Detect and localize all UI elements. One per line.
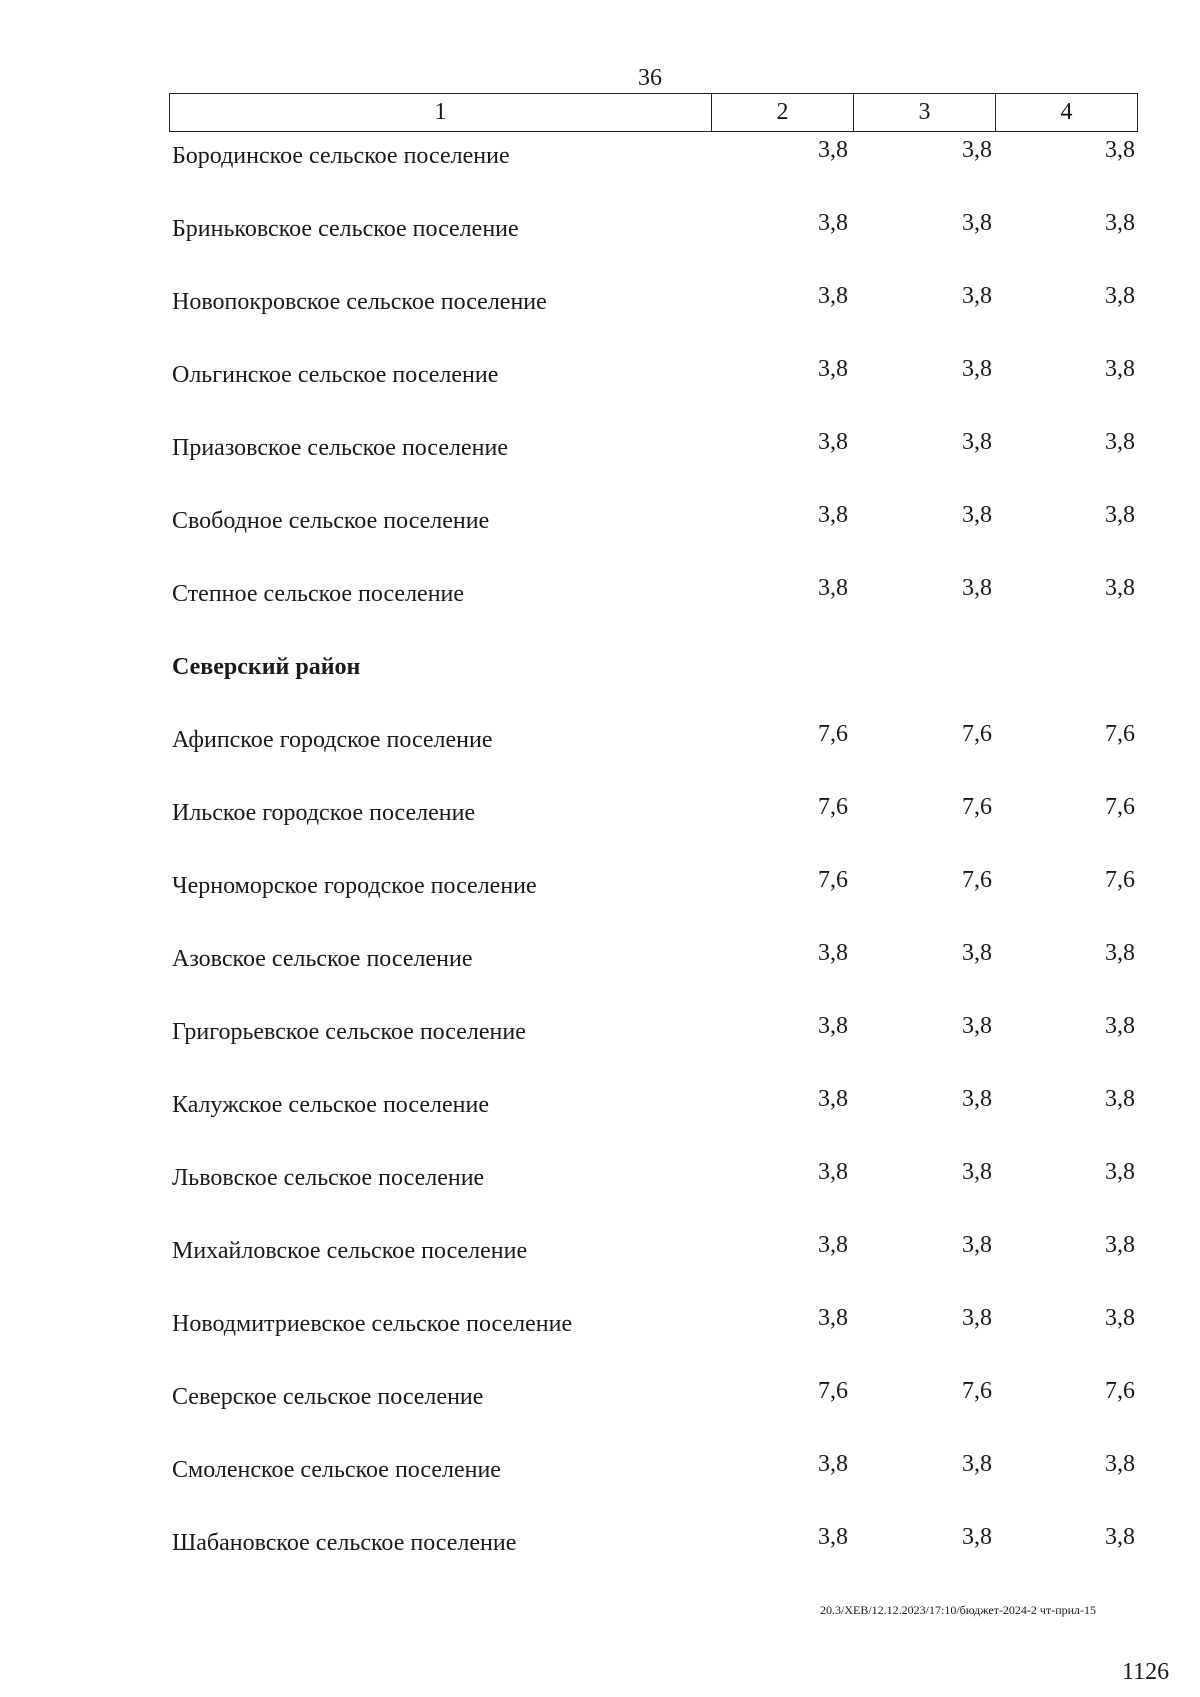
value-col-2: 3,8 xyxy=(818,1451,848,1477)
value-col-2: 3,8 xyxy=(818,356,848,382)
header-col-4: 4 xyxy=(996,94,1138,132)
value-col-3: 3,8 xyxy=(962,1232,992,1258)
value-col-3: 3,8 xyxy=(962,137,992,163)
header-col-1: 1 xyxy=(170,94,712,132)
value-col-2: 7,6 xyxy=(818,1378,848,1404)
group-heading: Северский район xyxy=(172,654,361,680)
value-col-4: 3,8 xyxy=(1105,210,1135,236)
value-col-4: 3,8 xyxy=(1105,137,1135,163)
value-col-3: 3,8 xyxy=(962,429,992,455)
settlement-name: Ильское городское поселение xyxy=(172,800,476,826)
table-row xyxy=(170,1008,1150,1081)
value-col-3: 3,8 xyxy=(962,575,992,601)
table-row xyxy=(170,497,1150,570)
table-body xyxy=(170,132,1150,1592)
value-col-3: 3,8 xyxy=(962,1305,992,1331)
value-col-2: 3,8 xyxy=(818,1159,848,1185)
table-row xyxy=(170,862,1150,935)
group-heading-row xyxy=(170,643,1150,716)
value-col-3: 3,8 xyxy=(962,356,992,382)
settlement-name: Афипское городское поселение xyxy=(172,727,493,753)
document-code: 20.3/ХЕВ/12.12.2023/17:10/бюджет-2024-2 чт-прил-15 xyxy=(820,1603,1097,1617)
value-col-3: 3,8 xyxy=(962,283,992,309)
value-col-4: 3,8 xyxy=(1105,356,1135,382)
value-col-3: 7,6 xyxy=(962,1378,992,1404)
settlement-name: Львовское сельское поселение xyxy=(172,1165,485,1191)
value-col-2: 3,8 xyxy=(818,283,848,309)
table-header-row xyxy=(170,94,1138,132)
value-col-4: 3,8 xyxy=(1105,283,1135,309)
settlement-name: Бородинское сельское поселение xyxy=(172,143,510,169)
settlement-name: Северское сельское поселение xyxy=(172,1384,484,1410)
value-col-2: 3,8 xyxy=(818,1013,848,1039)
value-col-4: 3,8 xyxy=(1105,1086,1135,1112)
value-col-2: 3,8 xyxy=(818,575,848,601)
value-col-4: 3,8 xyxy=(1105,1451,1135,1477)
value-col-2: 3,8 xyxy=(818,1305,848,1331)
settlement-name: Приазовское сельское поселение xyxy=(172,435,508,461)
table-row xyxy=(170,1446,1150,1519)
page-number-top: 36 xyxy=(638,65,662,91)
value-col-2: 7,6 xyxy=(818,721,848,747)
value-col-3: 3,8 xyxy=(962,940,992,966)
table-row xyxy=(170,1227,1150,1300)
table-row xyxy=(170,570,1150,643)
table-row xyxy=(170,1519,1150,1592)
value-col-4: 3,8 xyxy=(1105,1232,1135,1258)
value-col-2: 3,8 xyxy=(818,137,848,163)
header-col-3: 3 xyxy=(854,94,996,132)
value-col-3: 3,8 xyxy=(962,1086,992,1112)
value-col-2: 3,8 xyxy=(818,502,848,528)
settlement-name: Степное сельское поселение xyxy=(172,581,465,607)
value-col-2: 3,8 xyxy=(818,1086,848,1112)
value-col-3: 7,6 xyxy=(962,794,992,820)
value-col-3: 3,8 xyxy=(962,1013,992,1039)
table-row xyxy=(170,935,1150,1008)
value-col-3: 3,8 xyxy=(962,502,992,528)
value-col-2: 3,8 xyxy=(818,1232,848,1258)
value-col-4: 7,6 xyxy=(1105,721,1135,747)
table-row xyxy=(170,1154,1150,1227)
value-col-4: 3,8 xyxy=(1105,1524,1135,1550)
settlement-name: Новодмитриевское сельское поселение xyxy=(172,1311,573,1337)
value-col-3: 3,8 xyxy=(962,210,992,236)
settlement-name: Свободное сельское поселение xyxy=(172,508,490,534)
table-row xyxy=(170,205,1150,278)
value-col-2: 3,8 xyxy=(818,210,848,236)
value-col-4: 3,8 xyxy=(1105,1013,1135,1039)
value-col-4: 3,8 xyxy=(1105,1305,1135,1331)
value-col-4: 7,6 xyxy=(1105,1378,1135,1404)
table-row xyxy=(170,132,1150,205)
page-number-bottom: 1126 xyxy=(1122,1659,1170,1685)
settlement-name: Бриньковское сельское поселение xyxy=(172,216,519,242)
settlement-name: Черноморское городское поселение xyxy=(172,873,537,899)
settlement-name: Новопокровское сельское поселение xyxy=(172,289,547,315)
table-row xyxy=(170,716,1150,789)
value-col-2: 3,8 xyxy=(818,940,848,966)
settlement-name: Калужское сельское поселение xyxy=(172,1092,489,1118)
value-col-3: 3,8 xyxy=(962,1451,992,1477)
value-col-4: 7,6 xyxy=(1105,794,1135,820)
table-row xyxy=(170,278,1150,351)
settlement-name: Шабановское сельское поселение xyxy=(172,1530,517,1556)
settlement-name: Азовское сельское поселение xyxy=(172,946,473,972)
value-col-3: 7,6 xyxy=(962,867,992,893)
value-col-2: 3,8 xyxy=(818,429,848,455)
value-col-3: 3,8 xyxy=(962,1524,992,1550)
value-col-4: 7,6 xyxy=(1105,867,1135,893)
settlement-name: Ольгинское сельское поселение xyxy=(172,362,499,388)
value-col-2: 3,8 xyxy=(818,1524,848,1550)
settlement-name: Григорьевское сельское поселение xyxy=(172,1019,526,1045)
table-header xyxy=(169,93,1138,132)
table-row xyxy=(170,1373,1150,1446)
value-col-3: 3,8 xyxy=(962,1159,992,1185)
table-row xyxy=(170,424,1150,497)
value-col-4: 3,8 xyxy=(1105,502,1135,528)
header-col-2: 2 xyxy=(712,94,854,132)
value-col-4: 3,8 xyxy=(1105,1159,1135,1185)
value-col-4: 3,8 xyxy=(1105,429,1135,455)
settlement-name: Смоленское сельское поселение xyxy=(172,1457,501,1483)
value-col-2: 7,6 xyxy=(818,867,848,893)
table-row xyxy=(170,1081,1150,1154)
table-row xyxy=(170,1300,1150,1373)
value-col-3: 7,6 xyxy=(962,721,992,747)
value-col-2: 7,6 xyxy=(818,794,848,820)
table-row xyxy=(170,789,1150,862)
settlement-name: Михайловское сельское поселение xyxy=(172,1238,528,1264)
table-row xyxy=(170,351,1150,424)
value-col-4: 3,8 xyxy=(1105,575,1135,601)
value-col-4: 3,8 xyxy=(1105,940,1135,966)
